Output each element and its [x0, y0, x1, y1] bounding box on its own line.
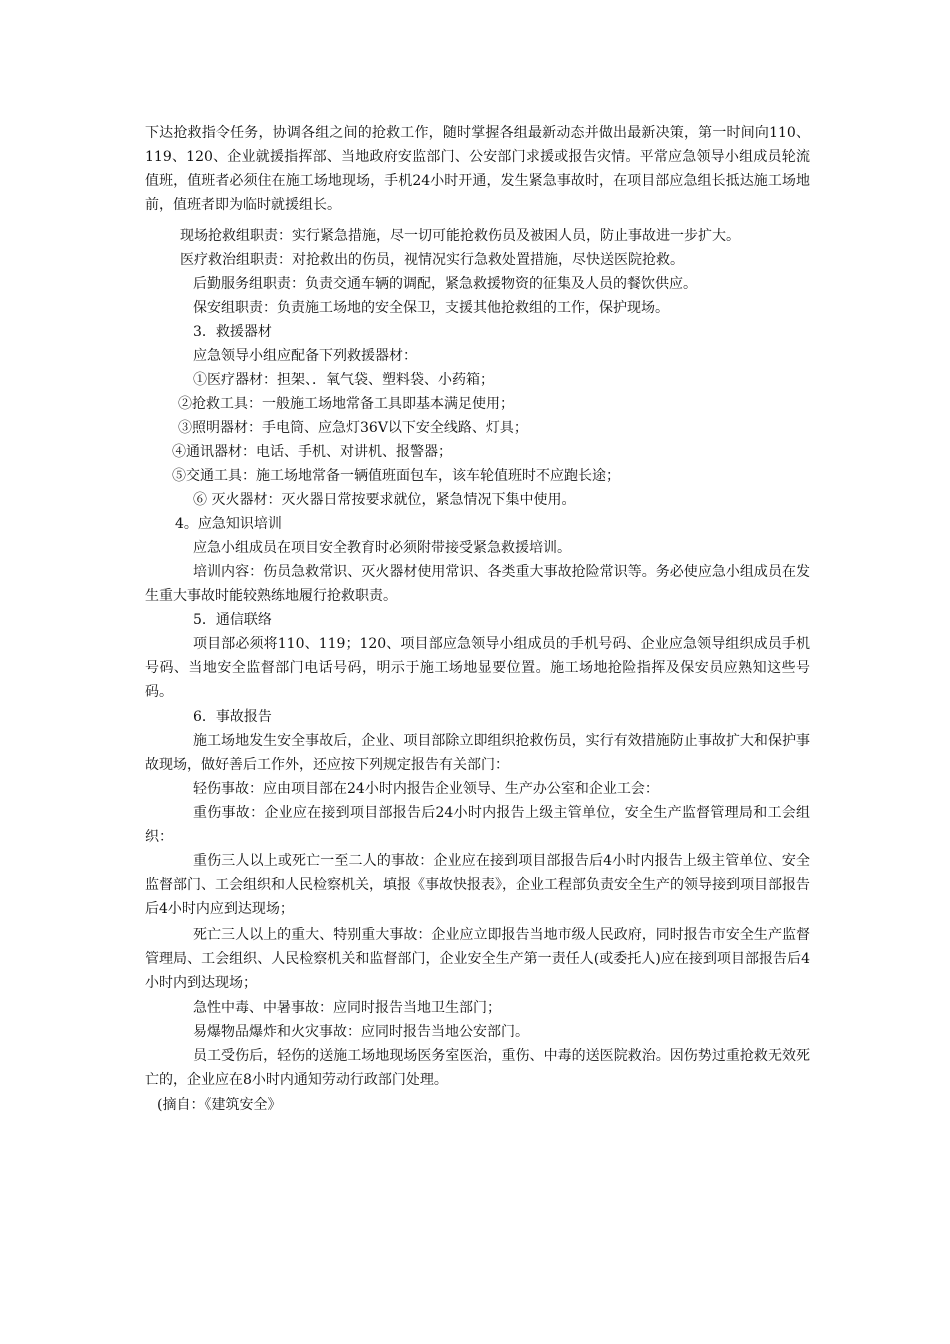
list-item-lighting-equipment: ③照明器材：手电筒、应急灯36V以下安全线路、灯具； [178, 420, 528, 436]
paragraph-serious-injury: 重伤事故：企业应在接到项目部报告后24小时内报告上级主管单位，安全生产监督管理局和工会组织： [145, 805, 810, 845]
heading-accident-report: 6．事故报告 [193, 709, 272, 725]
paragraph-command-duties: 下达抢救指令任务，协调各组之间的抢救工作，随时掌握各组最新动态并做出最新决策，第一时间向110、119、120、企业就援指挥部、当地政府安监部门、公安部门求援或报告灾情。平常应急领导小组成员轮流值班，值班者必须住在施工场地现场，手机24小时开通，发生紧急事故时，在项目部应急组长抵达施工场地前，值班者即为临时就援组长。 [145, 125, 810, 213]
paragraph-rescue-team: 现场抢救组职责：实行紧急措施，尽一切可能抢救伤员及被困人员，防止事故进一步扩大。 [180, 228, 740, 244]
heading-emergency-training: 4。应急知识培训 [175, 516, 282, 532]
paragraph-contact-numbers: 项目部必须将110、119；120、项目部应急领导小组成员的手机号码、企业应急领导组织成员手机号码、当地安全监督部门电话号码，明示于施工场地显要位置。施工场地抢险指挥及保安员应熟知这些号码。 [145, 636, 810, 700]
paragraph-equipment-intro: 应急领导小组应配备下列救援器材： [193, 348, 417, 364]
paragraph-security-team: 保安组职责：负责施工场地的安全保卫，支援其他抢救组的工作，保护现场。 [193, 300, 669, 316]
paragraph-logistics-team: 后勤服务组职责：负责交通车辆的调配，紧急救援物资的征集及人员的餐饮供应。 [193, 276, 697, 292]
paragraph-major-accident: 死亡三人以上的重大、特别重大事故：企业应立即报告当地市级人民政府，同时报告市安全生产监督管理局、工会组织、人民检察机关和监督部门，企业安全生产第一责任人(或委托人)应在接到项目部报告后4小时内到达现场； [145, 927, 810, 991]
heading-communication: 5．通信联络 [193, 612, 272, 628]
paragraph-multiple-casualties: 重伤三人以上或死亡一至二人的事故：企业应在接到项目部报告后4小时内报告上级主管单位、安全监督部门、工会组织和人民检察机关，填报《事故快报表》，企业工程部负责安全生产的领导接到项目部报告后4小时内应到达现场； [145, 853, 810, 917]
list-item-communication-equipment: ④通讯器材：电话、手机、对讲机、报警器； [172, 444, 452, 460]
paragraph-minor-injury: 轻伤事故：应由项目部在24小时内报告企业领导、生产办公室和企业工会： [193, 781, 659, 797]
paragraph-medical-team: 医疗救治组职责：对抢救出的伤员，视情况实行急救处置措施，尽快送医院抢救。 [180, 252, 684, 268]
source-citation: (摘自：《建筑安全》 [157, 1097, 282, 1113]
paragraph-explosion-fire: 易爆物品爆炸和火灾事故：应同时报告当地公安部门。 [193, 1024, 529, 1040]
paragraph-poisoning: 急性中毒、中暑事故：应同时报告当地卫生部门； [193, 1000, 501, 1016]
paragraph-training-content: 培训内容：伤员急救常识、灭火器材使用常识、各类重大事故抢险常识等。务必使应急小组成员在发生重大事故时能较熟练地履行抢救职责。 [145, 564, 810, 604]
paragraph-report-procedure: 施工场地发生安全事故后，企业、项目部除立即组织抢救伤员，实行有效措施防止事故扩大和保护事故现场，做好善后工作外，还应按下列规定报告有关部门： [145, 733, 810, 773]
list-item-medical-equipment: ①医疗器材：担架、．氧气袋、塑料袋、小药箱； [193, 372, 494, 388]
paragraph-training-requirement: 应急小组成员在项目安全教育时必须附带接受紧急救援培训。 [193, 540, 571, 556]
heading-rescue-equipment: 3．救援器材 [193, 324, 272, 340]
list-item-transport: ⑤交通工具：施工场地常备一辆值班面包车，该车轮值班时不应跑长途； [172, 468, 620, 484]
paragraph-injury-treatment: 员工受伤后，轻伤的送施工场地现场医务室医治，重伤、中毒的送医院救治。因伤势过重抢救无效死亡的，企业应在8小时内通知劳动行政部门处理。 [145, 1048, 810, 1088]
list-item-fire-equipment: ⑥ 灭火器材：灭火器日常按要求就位，紧急情况下集中使用。 [193, 492, 576, 508]
list-item-rescue-tools: ②抢救工具：一般施工场地常备工具即基本满足使用； [178, 396, 514, 412]
